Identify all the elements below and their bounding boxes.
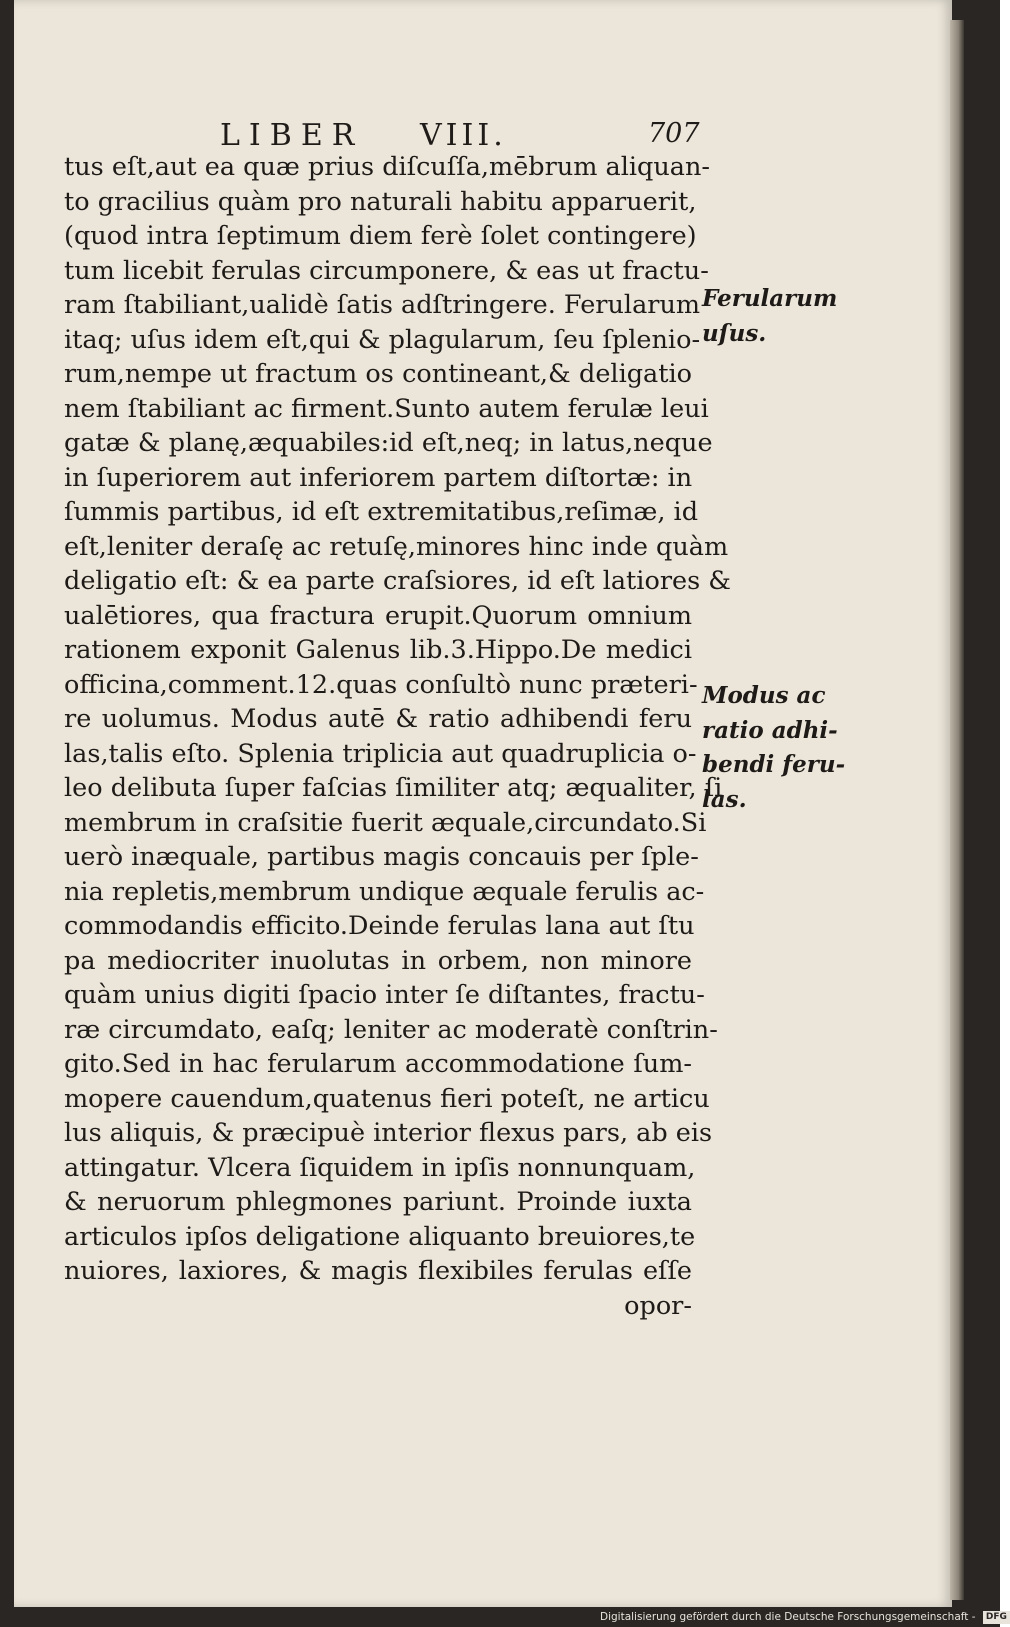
text-line: attingatur. Vlcera ſiquidem in ipſis nonnunquam,: [64, 1152, 696, 1183]
footer-text: Digitalisierung gefördert durch die Deutsche Forschungsgemeinschaft -: [600, 1611, 976, 1623]
dfg-logo: DFG: [983, 1611, 1010, 1624]
text-line: pa mediocriter inuolutas in orbem, non minore: [64, 945, 692, 976]
text-line: nia repletis,membrum undique æquale ferulis ac-: [64, 876, 705, 907]
text-line: ualētiores, qua fractura erupit.Quorum omnium: [64, 600, 692, 631]
text-line: membrum in craſsitie fuerit æquale,circundato.Si: [64, 807, 707, 838]
text-line: to gracilius quàm pro naturali habitu apparuerit,: [64, 186, 697, 217]
text-line: articulos ipſos deligatione aliquanto breuiores,te: [64, 1221, 696, 1252]
text-line: deligatio eſt: & ea parte craſsiores, id eſt latiores &: [64, 566, 731, 596]
marginal-note-line: las.: [702, 785, 747, 813]
text-line: nuiores, laxiores, & magis flexibiles ferulas eſſe: [64, 1256, 692, 1286]
text-line: lus aliquis, & præcipuè interior flexus pars, ab eis: [64, 1118, 713, 1148]
text-line: re uolumus. Modus autē & ratio adhibendi feru: [64, 704, 692, 734]
text-line: (quod intra ſeptimum diem ferè ſolet contingere): [64, 221, 697, 251]
text-line: rationem exponit Galenus lib.3.Hippo.De medici: [64, 635, 692, 665]
text-line: ſummis partibus, id eſt extremitatibus,reſimæ, id: [64, 497, 699, 527]
marginal-note-line: Ferularum: [702, 285, 838, 312]
text-line: mopere cauendum,quatenus fieri poteſt, ne articu: [64, 1083, 710, 1114]
digitization-footer: [600, 1608, 1007, 1626]
text-line: nem ſtabiliant ac firment.Sunto autem ferulæ leui: [64, 393, 709, 424]
text-line: uerò inæquale, partibus magis concauis per ſple-: [64, 842, 699, 872]
text-line: eſt,leniter deraſę ac retuſę,minores hinc inde quàm: [64, 531, 729, 562]
body-text: [64, 150, 731, 1323]
text-line: in ſuperiorem aut inferiorem partem diſtortæ: in: [64, 462, 693, 493]
marginal-note-line: bendi feru-: [702, 751, 846, 778]
text-line: leo delibuta ſuper faſcias ſimiliter atq; æqualiter, ſi: [64, 773, 723, 803]
text-line: ræ circumdato, eaſq; leniter ac moderatè conſtrin-: [64, 1014, 718, 1045]
marginal-note-modus-ac-ratio: [702, 679, 846, 817]
text-line: & neruorum phlegmones pariunt. Proinde iuxta: [64, 1187, 692, 1217]
catchword: opor-: [624, 1290, 692, 1321]
text-line: gito.Sed in hac ferularum accommodatione ſum-: [64, 1049, 692, 1079]
text-line: quàm unius digiti ſpacio inter ſe diſtantes, fractu-: [64, 980, 705, 1010]
text-line: rum,nempe ut fractum os contineant,& deligatio: [64, 359, 692, 389]
marginal-note-line: ratio adhi-: [702, 716, 838, 744]
text-line: itaq; uſus idem eſt,qui & plagularum, ſeu ſplenio-: [64, 324, 701, 355]
text-line: ram ſtabiliant,ualidè ſatis adſtringere. Ferularum: [64, 290, 701, 320]
text-line: tum licebit ferulas circumponere, & eas ut fractu-: [64, 255, 709, 286]
text-line: officina,comment.12.quas conſultò nunc præteri-: [64, 669, 698, 700]
running-head-title: LIBER: [220, 118, 364, 153]
running-head-book-number: VIII.: [420, 118, 507, 153]
text-line: gatæ & planę,æquabiles:id eſt,neq; in latus,neque: [64, 428, 713, 458]
text-line: commodandis efficito.Deinde ferulas lana aut ſtu: [64, 911, 695, 941]
marginal-note-ferularum-usus: [702, 282, 837, 351]
marginal-note-line: Modus ac: [702, 682, 826, 709]
text-line: tus eſt,aut ea quæ prius diſcuſſa,mēbrum aliquan-: [64, 152, 711, 182]
page-number: 707: [648, 118, 700, 149]
page-edge: [950, 20, 964, 1600]
text-line: las,talis eſto. Splenia triplicia aut quadruplicia o-: [64, 738, 697, 769]
marginal-note-line: uſus.: [702, 319, 767, 347]
